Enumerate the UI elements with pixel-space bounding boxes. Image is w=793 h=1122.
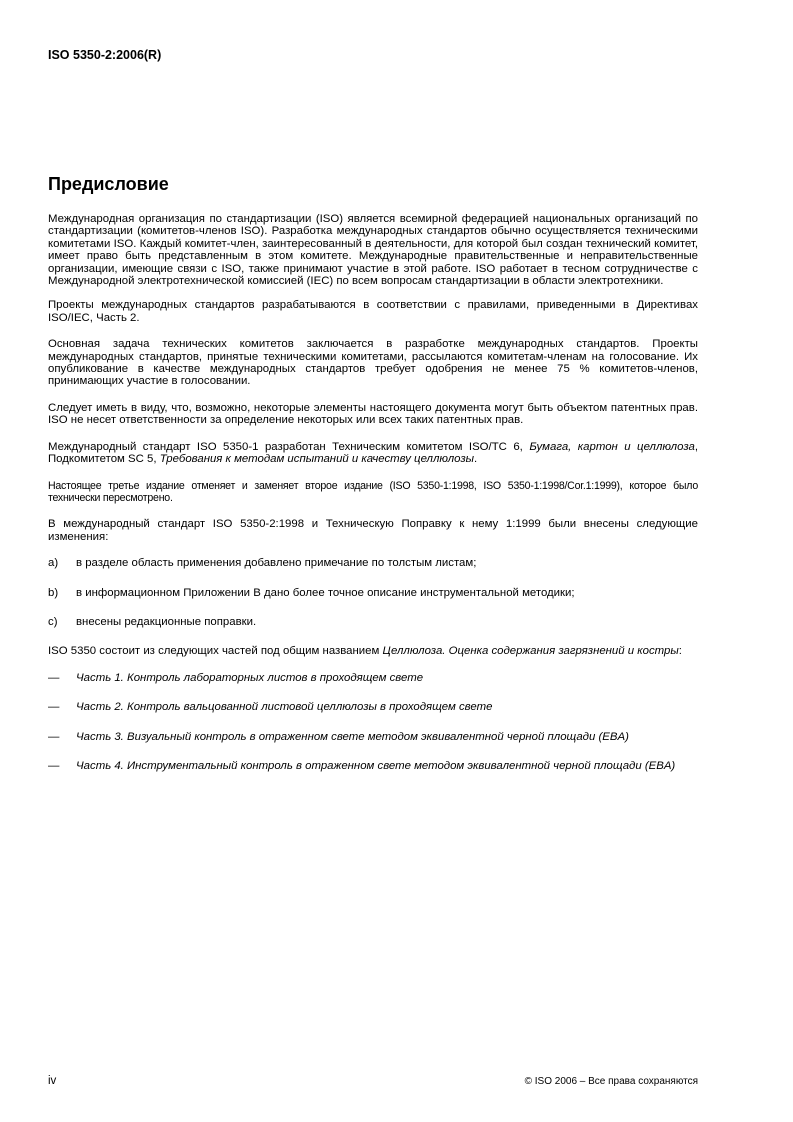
document-identifier: ISO 5350-2:2006(R): [48, 48, 162, 62]
paragraph-parts-intro: [48, 645, 698, 657]
prepared-by-text: , Подкомитетом SC 5,: [48, 440, 698, 466]
part-title: Часть 1. Контроль лабораторных листов в проходящем свете: [76, 671, 424, 684]
change-item-marker: a): [48, 557, 59, 570]
part-title: Часть 4. Инструментальный контроль в отраженном свете методом эквивалентной черной площади (EBA): [76, 759, 676, 772]
change-item: [48, 587, 698, 599]
parts-intro-text: :: [678, 645, 682, 658]
change-item: [48, 557, 698, 569]
dash-marker: —: [48, 730, 60, 743]
dash-marker: —: [48, 759, 60, 772]
part-list-item: [48, 760, 698, 772]
part-list-item: [48, 731, 698, 743]
change-item-text: в разделе область применения добавлено примечание по толстым листам;: [76, 557, 477, 570]
dash-marker: —: [48, 671, 60, 684]
paragraph-prepared-by: [48, 441, 698, 466]
series-title: Целлюлоза. Оценка содержания загрязнений и костры: [382, 645, 679, 658]
change-item-marker: b): [48, 586, 59, 599]
prepared-by-text: Международный стандарт ISO 5350-1 разработан Техническим комитетом ISO/TC 6,: [48, 440, 530, 453]
change-item-marker: c): [48, 615, 58, 628]
part-title: Часть 2. Контроль вальцованной листовой целлюлозы в проходящем свете: [76, 701, 493, 714]
paragraph-patent-rights: Следует иметь в виду, что, возможно, некоторые элементы настоящего документа могут быть объектом патентных прав. ISO не несет ответственности за определение некоторых или всех таких патентных прав.: [48, 401, 698, 427]
dash-marker: —: [48, 701, 60, 714]
page-number: iv: [48, 1075, 57, 1087]
part-title: Часть 3. Визуальный контроль в отраженном свете методом эквивалентной черной площади (EBA): [76, 730, 629, 743]
part-list-item: [48, 701, 698, 713]
prepared-by-text: .: [474, 453, 478, 466]
change-item: [48, 616, 698, 628]
change-item-text: в информационном Приложении B дано более точное описание инструментальной методики;: [76, 586, 575, 599]
paragraph-drafting-rules: Проекты международных стандартов разрабатываются в соответствии с правилами, приведенными в Директивах ISO/IEC, Часть 2.: [48, 299, 698, 324]
paragraph-committee-task: Основная задача технических комитетов заключается в разработке международных стандартов. Проекты международных стандартов, принятые техническими комитетами, рассылаются комитетам-членам на голосование. Их опубликование в качестве международных стандартов требует одобрения не менее 75 % комитетов-членов, принимающих участие в голосовании.: [48, 338, 698, 388]
paragraph-iso-organization: Международная организация по стандартизации (ISO) является всемирной федерацией национальных организаций по стандартизации (комитетов-членов ISO). Разработка международных стандартов обычно осуществляется техническими комитетами ISO. Каждый комитет-член, заинтересованный в деятельности, для которой был создан технический комитет, имеет право быть представленным в этом комитете. Международные правительственные и неправительственные организации, имеющие связи с ISO, также принимают участие в этой работе. ISO работает в тесном сотрудничестве с Международной электротехнической комиссией (IEC) по всем вопросам стандартизации в области электротехники.: [48, 213, 698, 288]
subcommittee-title: Требования к методам испытаний и качеству целлюлозы: [159, 453, 475, 466]
copyright-notice: © ISO 2006 – Все права сохраняются: [524, 1076, 698, 1087]
parts-intro-text: ISO 5350 состоит из следующих частей под общим названием: [48, 645, 383, 658]
foreword-body: [48, 213, 698, 789]
paragraph-edition-note: Настоящее третье издание отменяет и заменяет второе издание (ISO 5350-1:1998, ISO 5350-1:1998/Cor.1:1999), которое было технически пересмотрено.: [48, 479, 698, 504]
foreword-heading: Предисловие: [48, 174, 169, 194]
change-item-text: внесены редакционные поправки.: [76, 615, 257, 628]
part-list-item: [48, 672, 698, 684]
committee-title: Бумага, картон и целлюлоза: [529, 440, 695, 453]
paragraph-changes-intro: В международный стандарт ISO 5350-2:1998 и Техническую Поправку к нему 1:1999 были внесены следующие изменения:: [48, 518, 698, 543]
